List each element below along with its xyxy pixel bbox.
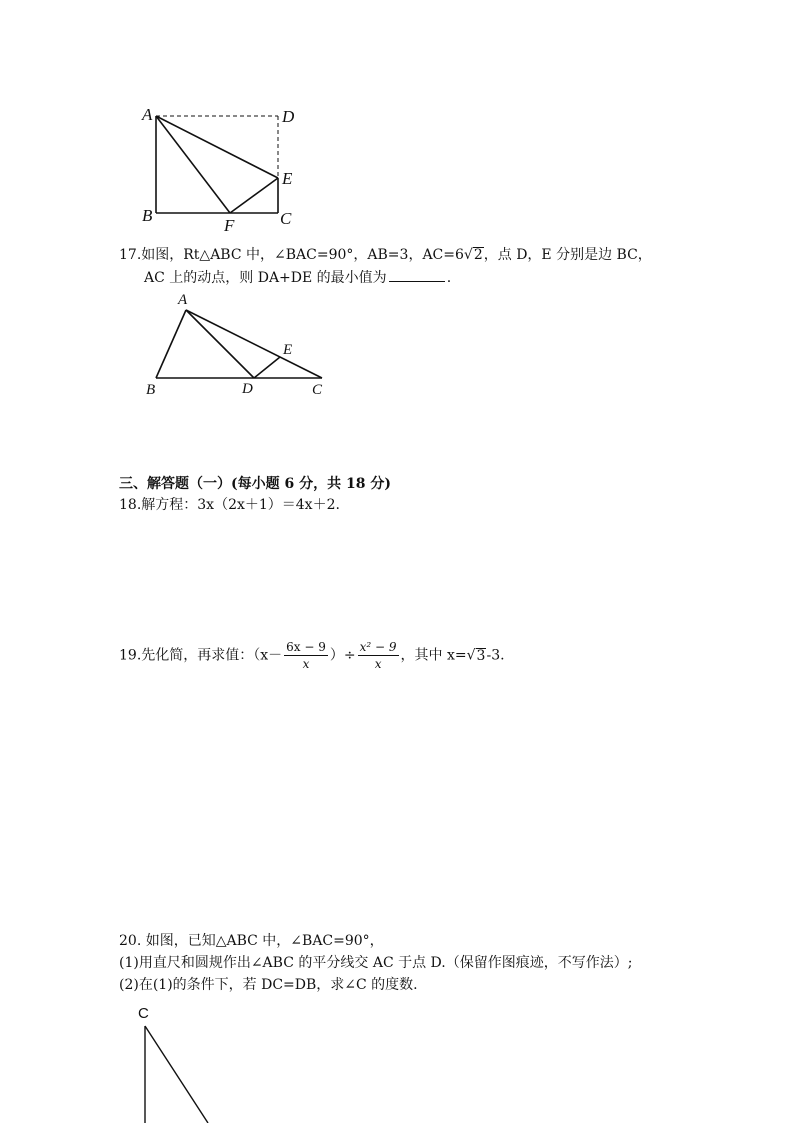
label-B: B (146, 382, 156, 398)
label-A: A (142, 105, 153, 124)
label-C: C (312, 382, 323, 398)
question-18: 18.解方程：3x（2x＋1）＝4x＋2. (119, 497, 340, 513)
fraction-1 (284, 640, 328, 671)
label-D: D (242, 381, 253, 397)
segment-AD (186, 310, 254, 378)
figure-q17 (140, 290, 340, 400)
segment-AB (156, 310, 186, 378)
answer-blank[interactable] (389, 269, 445, 282)
q17-sqrt-arg: 2 (473, 247, 483, 263)
question-19 (119, 640, 505, 671)
q19-prefix: 19.先化简，再求值：（x－ (119, 647, 283, 664)
label-D: D (282, 107, 295, 126)
sqrt-symbol: √ (463, 247, 473, 263)
q17-text-a: 17.如图，Rt△ABC 中，∠BAC=90°，AB=3，AC=6 (119, 247, 464, 263)
segment-AC (186, 310, 322, 378)
question-17-line1 (119, 244, 652, 264)
label-E: E (282, 169, 293, 188)
question-20-part1: (1)用直尺和圆规作出∠ABC 的平分线交 AC 于点 D.（保留作图痕迹，不写作法）; (119, 955, 633, 971)
segment-AE (156, 116, 278, 178)
figure-q16 (130, 100, 310, 240)
label-B: B (142, 206, 153, 225)
segment-FE (230, 178, 278, 213)
label-C: C (138, 1005, 149, 1022)
q17-text-b: ，点 D，E 分别是边 BC， (483, 247, 652, 263)
segment-AF (156, 116, 230, 213)
q19-suffix-b: -3. (486, 647, 505, 664)
segment-DE (254, 357, 280, 378)
sqrt-symbol: √ (466, 647, 476, 664)
label-C: C (280, 209, 292, 228)
q17-text-c: AC 上的动点，则 DA+DE 的最小值为 (144, 270, 387, 286)
fraction-1-numerator: 6x − 9 (286, 640, 326, 654)
question-20-line1: 20. 如图，已知△ABC 中，∠BAC=90°， (119, 933, 384, 949)
label-F: F (224, 216, 235, 235)
fraction-2-numerator: x² − 9 (359, 640, 397, 654)
figure-q20 (130, 1000, 230, 1123)
section-3-title: 三、解答题（一）(每小题 6 分，共 18 分) (119, 476, 391, 492)
fraction-2-denominator: x (374, 657, 382, 671)
q19-mid: ）÷ (329, 647, 356, 664)
fraction-1-denominator: x (302, 657, 310, 671)
fraction-2 (358, 640, 399, 671)
q19-suffix-a: ，其中 x= (400, 647, 467, 664)
q17-text-d: . (446, 270, 452, 286)
question-20-part2: (2)在(1)的条件下，若 DC=DB，求∠C 的度数. (119, 977, 418, 993)
q19-sqrt-arg: 3 (476, 647, 486, 664)
segment-CB (145, 1026, 208, 1123)
label-E: E (283, 342, 293, 358)
question-17-line2 (144, 267, 451, 287)
label-A: A (178, 292, 188, 308)
